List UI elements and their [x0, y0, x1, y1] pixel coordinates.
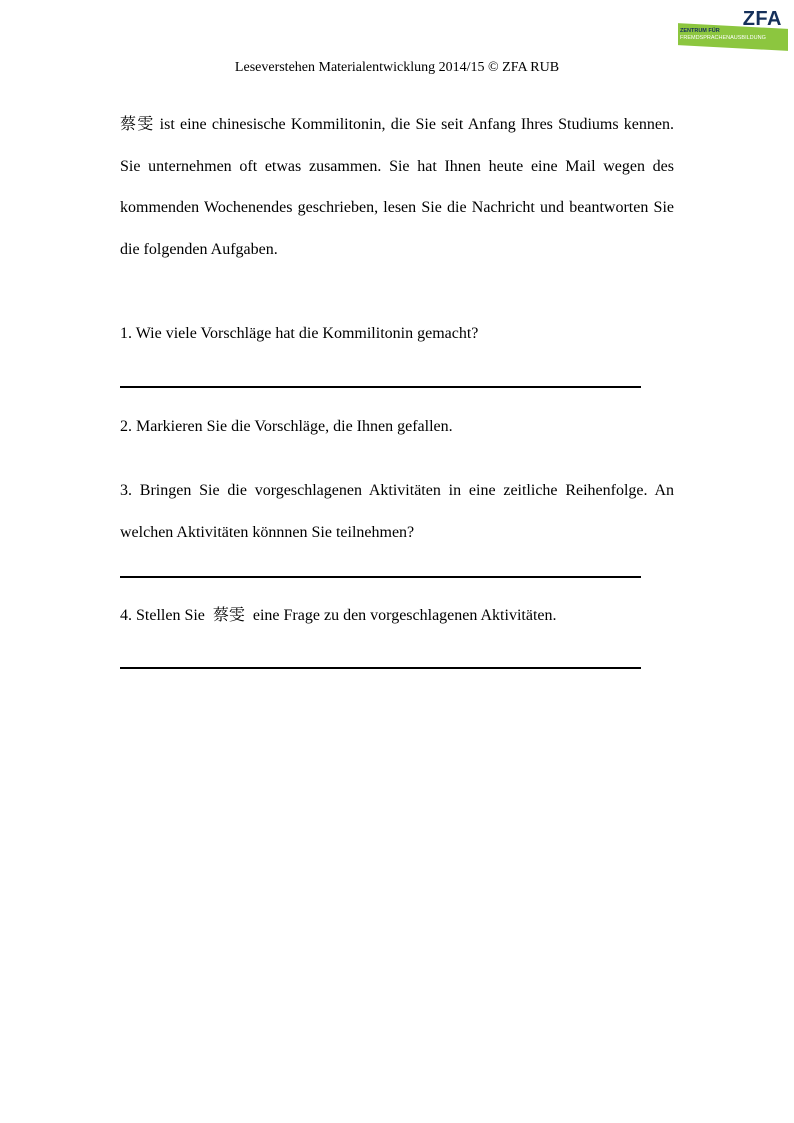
- intro-paragraph: 蔡雯 ist eine chinesische Kommilitonin, die Sie seit Anfang Ihres Studiums kennen. Sie unternehmen oft etwas zusammen. Sie hat Ihnen heute eine Mail wegen des kommenden Wochenendes geschrieben, lesen Sie die Nachricht und beantworten Sie die folgenden Aufgaben.: [120, 116, 674, 258]
- zfa-logo: [678, 8, 790, 52]
- logo-line-1: ZENTRUM FÜR: [680, 28, 720, 34]
- logo-name: ZFA: [742, 8, 782, 30]
- question-3: 3. Bringen Sie die vorgeschlagenen Aktivitäten in eine zeitliche Reihenfolge. An welchen Aktivitäten könnnen Sie teilnehmen?: [120, 482, 674, 541]
- logo-line-2: FREMDSPRACHENAUSBILDUNG: [680, 35, 766, 41]
- question-2: 2. Markieren Sie die Vorschläge, die Ihnen gefallen.: [120, 418, 453, 435]
- page-header: Leseverstehen Materialentwicklung 2014/15 © ZFA RUB: [234, 60, 560, 75]
- answer-line-3: [120, 576, 641, 578]
- answer-line-1: [120, 386, 641, 388]
- answer-line-4: [120, 667, 641, 669]
- question-4: 4. Stellen Sie 蔡雯 eine Frage zu den vorgeschlagenen Aktivitäten.: [120, 607, 557, 624]
- question-1: 1. Wie viele Vorschläge hat die Kommilitonin gemacht?: [120, 325, 479, 342]
